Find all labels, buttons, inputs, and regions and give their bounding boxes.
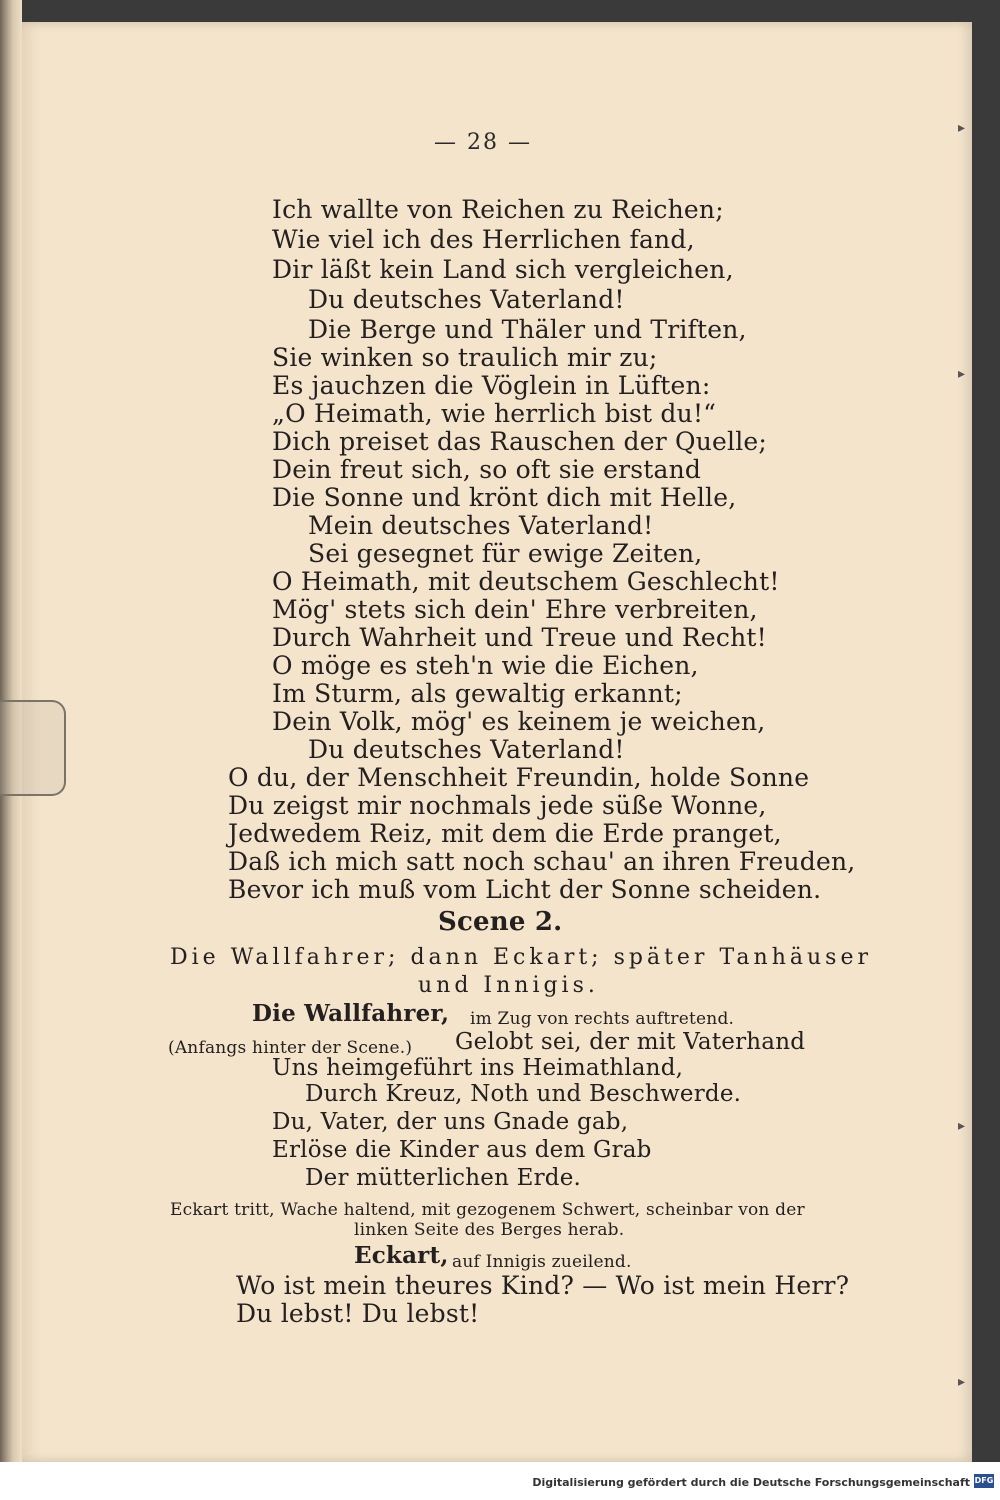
- stage-direction: linken Seite des Berges herab.: [354, 1220, 625, 1240]
- poem-line: Ich wallte von Reichen zu Reichen;: [272, 195, 724, 224]
- verse-line: Uns heimgeführt ins Heimathland,: [272, 1055, 684, 1081]
- poem-line: Du deutsches Vaterland!: [308, 285, 625, 314]
- margin-mark: ▸: [958, 366, 966, 382]
- verse-line: Durch Kreuz, Noth und Beschwerde.: [305, 1081, 742, 1107]
- poem-line: Du zeigst mir nochmals jede süße Wonne,: [228, 791, 767, 820]
- poem-line: O du, der Menschheit Freundin, holde Sonne: [228, 763, 810, 792]
- verse-line: Gelobt sei, der mit Vaterhand: [455, 1029, 806, 1055]
- poem-line: O möge es steh'n wie die Eichen,: [272, 651, 699, 680]
- poem-line: Dein Volk, mög' es keinem je weichen,: [272, 707, 766, 736]
- margin-mark: ▸: [958, 1118, 966, 1134]
- poem-line: „O Heimath, wie herrlich bist du!“: [272, 399, 717, 428]
- poem-line: Die Sonne und krönt dich mit Helle,: [272, 483, 737, 512]
- speaker-name: Die Wallfahrer,: [252, 1000, 450, 1027]
- poem-line: Mög' stets sich dein' Ehre verbreiten,: [272, 595, 758, 624]
- poem-line: Du deutsches Vaterland!: [308, 735, 625, 764]
- margin-mark: ▸: [958, 1374, 966, 1390]
- verse-line: Du lebst! Du lebst!: [236, 1299, 480, 1328]
- dfg-logo: DFG: [974, 1474, 994, 1488]
- stage-direction: auf Innigis zueilend.: [452, 1252, 632, 1272]
- verse-line: Du, Vater, der uns Gnade gab,: [272, 1109, 629, 1135]
- stage-direction: im Zug von rechts auftretend.: [470, 1009, 735, 1029]
- poem-line: Durch Wahrheit und Treue und Recht!: [272, 623, 767, 652]
- poem-line: Dir läßt kein Land sich vergleichen,: [272, 255, 734, 284]
- scan-background: [972, 0, 1000, 1500]
- poem-line: Im Sturm, als gewaltig erkannt;: [272, 679, 683, 708]
- poem-line: Dich preiset das Rauschen der Quelle;: [272, 427, 768, 456]
- margin-mark: ▸: [958, 120, 966, 136]
- poem-line: Sie winken so traulich mir zu;: [272, 343, 658, 372]
- poem-line: Die Berge und Thäler und Triften,: [308, 315, 747, 344]
- verse-line: Erlöse die Kinder aus dem Grab: [272, 1137, 652, 1163]
- poem-line: Jedwedem Reiz, mit dem die Erde pranget,: [228, 819, 782, 848]
- page-number: — 28 —: [434, 130, 532, 155]
- poem-line: Es jauchzen die Vöglein in Lüften:: [272, 371, 711, 400]
- poem-line: Wie viel ich des Herrlichen fand,: [272, 225, 695, 254]
- poem-line: Daß ich mich satt noch schau' an ihren Freuden,: [228, 847, 856, 876]
- bookmark-tab: [0, 700, 66, 796]
- verse-line: Der mütterlichen Erde.: [305, 1165, 582, 1191]
- scene-heading: Scene 2.: [438, 907, 563, 937]
- poem-line: Dein freut sich, so oft sie erstand: [272, 455, 702, 484]
- speaker-name: Eckart,: [354, 1242, 449, 1269]
- stage-direction: (Anfangs hinter der Scene.): [168, 1038, 413, 1058]
- poem-line: Mein deutsches Vaterland!: [308, 511, 654, 540]
- cast-list: Die Wallfahrer; dann Eckart; später Tanhäuser: [170, 945, 872, 970]
- poem-line: Bevor ich muß vom Licht der Sonne scheiden.: [228, 875, 822, 904]
- digitization-credit: Digitalisierung gefördert durch die Deutsche Forschungsgemeinschaft: [532, 1476, 970, 1489]
- poem-line: O Heimath, mit deutschem Geschlecht!: [272, 567, 780, 596]
- stage-direction: Eckart tritt, Wache haltend, mit gezogenem Schwert, scheinbar von der: [170, 1200, 805, 1220]
- cast-list: und Innigis.: [418, 973, 599, 998]
- poem-line: Sei gesegnet für ewige Zeiten,: [308, 539, 703, 568]
- verse-line: Wo ist mein theures Kind? — Wo ist mein Herr?: [236, 1271, 850, 1300]
